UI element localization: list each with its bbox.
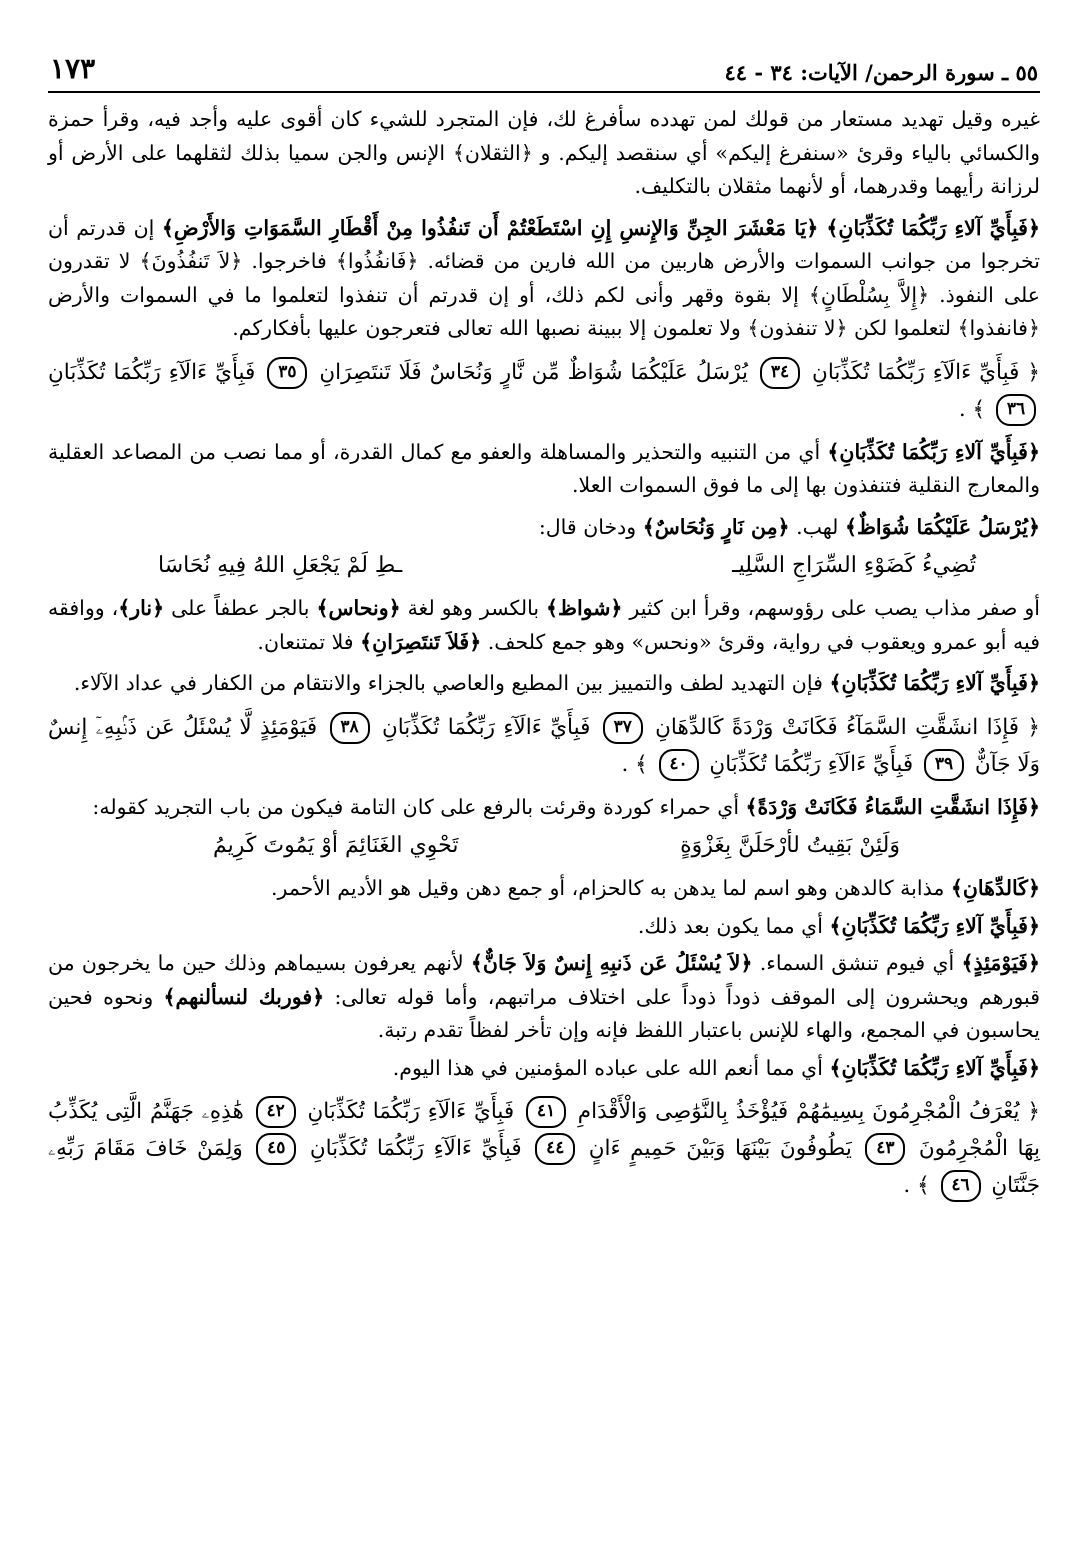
verse-number-36: ٣٦ [996,394,1036,426]
quranic-quote: ﴿ونحاس﴾ [316,596,401,620]
verse-39-text: فَيَوْمَئِذٍ لَّا يُسْئَلُ عَن ذَنۢبِهِۦٓ إِنسٌ وَلَا جَآنٌّ [48,714,1040,777]
verse-open-bracket: ﴿ [1027,359,1040,385]
header-title: ٥٥ ـ سورة الرحمن/ الآيات: ٣٤ - ٤٤ [724,60,1038,85]
verse-number-44: ٤٤ [535,1133,575,1165]
verse-number-40: ٤٠ [659,749,699,781]
verse-close-bracket: ﴾ . [958,396,986,422]
quranic-quote: ﴿شواظ﴾ [546,596,623,620]
verse-number-42: ٤٢ [256,1096,296,1128]
commentary-paragraph-9 [48,910,1040,944]
quranic-quote: ﴿فَلاَ تَنتَصِرَانِ﴾ [360,629,482,654]
commentary-paragraph-11 [48,1052,1040,1086]
commentary-paragraph-3 [48,436,1040,503]
commentary-text: أي من التنبيه والتحذير والمساهلة والعفو مع كمال القدرة، أو مما نصب من المصاعد العقلية والمعارج النقلية فتنفذون بها إلى ما فوق السموات العلا. [48,439,1040,497]
verse-number-46: ٤٦ [941,1170,981,1202]
verse-number-38: ٣٨ [330,712,370,744]
commentary-text: أي حمراء كوردة وقرئت بالرفع على كان التامة فيكون من باب التجريد كقوله: [92,794,746,819]
commentary-paragraph-4 [48,511,1040,545]
commentary-paragraph-6 [48,667,1040,701]
quranic-quote: ﴿فَإِذَا انشَقَّتِ السَّمَاءُ فَكَانَتْ وَرْدَةً﴾ [745,794,1040,819]
poem-verse-2 [213,828,900,864]
verse-open-bracket: ﴿ [1027,1099,1040,1124]
commentary-text: لهب. [789,514,845,539]
poem-hemistich-right: وَلَئِنْ بَقِيتُ لأرْحَلَنَّ بِغَزْوَةٍ [680,833,900,858]
commentary-text: إن قدرتم أن تخرجوا من جوانب السموات والأرض هاربين من الله فارين من قضائه. ﴿فَانفُذُوا﴾ فاخرجوا. ﴿لاَ تَنفُذُونَ﴾ لا تقدرون على النفوذ. ﴿إِلاَّ بِسُلْطَانٍ﴾ إلا بقوة وقهر وأنى لكم ذلك، أو إن قدرتم أن تنفذوا لتعلموا ما في السموات والأرض ﴿فانفذوا﴾ لتعلموا لكن ﴿لا تنفذون﴾ ولا تعلمون إلا ببينة نصبها الله تعالى فتعرجون عليها بأفكاركم. [48,215,1040,340]
commentary-text: أي مما يكون بعد ذلك. [637,913,830,938]
quranic-quote: ﴿لاَ يُسْئَلُ عَن ذَنبِهِ إِنسٌ وَلاَ جَانٌّ﴾ [470,951,753,975]
quranic-quote: ﴿يُرْسَلُ عَلَيْكُمَا شُوَاظٌ﴾ [844,514,1040,539]
commentary-paragraph-1: غيره وقيل تهديد مستعار من قولك لمن تهدده سأفرغ لك، فإن المتجرد للشيء كان أقوى عليه وأجد فيه، وقرأ حمزة والكسائي بالياء وقرئ «سنفرغ إليكم» أي سنقصد إليكم. و ﴿الثقلان﴾ الإنس والجن سميا بذلك لثقلهما على الأرض أو لرزانة رأيهما وقدرهما، أو لأنهما مثقلان بالتكليف. [48,107,1040,198]
verse-44-text: يَطُوفُونَ بَيْنَهَا وَبَيْنَ حَمِيمٍ ءَانٍ [588,1136,852,1161]
commentary-text: ونحوه فحين يحاسبون في المجمع، والهاء للإنس باعتبار اللفظ فإنه وإن تأخر لفظاً تقدم رتبة. [48,984,1040,1042]
verse-40-text: فَبِأَيِّ ءَالَآءِ رَبِّكُمَا تُكَذِّبَانِ [709,751,914,777]
poem-hemistich-left: تَحْوِي الغَنَائِمَ أوْ يَمُوتَ كَرِيمُ [213,833,459,858]
verse-number-34: ٣٤ [760,357,800,389]
commentary-paragraph-10 [48,947,1040,1048]
verse-close-bracket: ﴾ . [903,1173,930,1198]
verse-number-45: ٤٥ [256,1133,296,1165]
verse-45-text: فَبِأَيِّ ءَالَآءِ رَبِّكُمَا تُكَذِّبَانِ [309,1136,522,1161]
verse-number-39: ٣٩ [924,749,964,781]
verse-43-text: هَٰذِهِۦ جَهَنَّمُ الَّتِى يُكَذِّبُ بِهَا الْمُجْرِمُونَ [48,1099,1040,1161]
verse-36-text: فَبِأَيِّ ءَالَآءِ رَبِّكُمَا تُكَذِّبَانِ [48,359,256,385]
commentary-paragraph-8 [48,872,1040,906]
verse-46-text: وَلِمَنْ خَافَ مَقَامَ رَبِّهِۦ جَنَّتَانِ [48,1136,1040,1198]
verse-number-35: ٣٥ [267,357,307,389]
commentary-text: فلا تمتنعان. [257,629,361,654]
verse-number-41: ٤١ [526,1096,566,1128]
commentary-paragraph-7 [48,791,1040,825]
verse-block-34-36 [48,354,1040,428]
verse-38-text: فَبِأَيِّ ءَالَآءِ رَبِّكُمَا تُكَذِّبَانِ [381,714,591,740]
commentary-paragraph-5 [48,592,1040,659]
verse-42-text: فَبِأَيِّ ءَالَآءِ رَبِّكُمَا تُكَذِّبَانِ [307,1099,515,1124]
quranic-quote: ﴿فَبِأَيِّ آلاءِ رَبِّكُمَا تُكَذِّبَانِ﴾ [829,671,1040,695]
commentary-text: لأنهم يعرفون بسيماهم وذلك حين ما يخرجون من قبورهم ويحشرون إلى الموقف ذوداً ذوداً على اختلاف مراتبهم، وأما قوله تعالى: [48,951,1040,1009]
commentary-text: ودخان قال: [538,514,643,539]
quranic-quote: ﴿فَبِأَيِّ آلاءِ رَبِّكُمَا تُكَذِّبَانِ﴾ [827,439,1040,464]
verse-number-43: ٤٣ [865,1133,905,1165]
commentary-text: أو صفر مذاب يصب على رؤوسهم، وقرأ ابن كثير [622,596,1040,620]
commentary-text: ، ووافقه فيه أبو عمرو ويعقوب في رواية، وقرئ «ونحس» وهو جمع كلحف. [48,596,1040,654]
quranic-quote: ﴿نار﴾ [118,596,165,620]
verse-block-37-40 [48,709,1040,783]
verse-37-text: فَإِذَا انشَقَّتِ السَّمَآءُ فَكَانَتْ وَرْدَةً كَالدِّهَانِ [655,714,1020,740]
commentary-text: أي فيوم تنشق السماء. [752,951,962,975]
verse-34-text: فَبِأَيِّ ءَالَآءِ رَبِّكُمَا تُكَذِّبَانِ [812,359,1020,385]
quranic-quote: ﴿مِن نَارٍ وَنُحَاسٌ﴾ [642,514,790,539]
poem-verse-1 [158,548,976,584]
commentary-text: مذابة كالدهن وهو اسم لما يدهن به كالحزام، أو جمع دهن وقيل هو الأديم الأحمر. [271,876,951,900]
poem-hemistich-left: ـطِ لَمْ يَجْعَلِ اللهُ فِيهِ نُحَاسَا [158,553,403,578]
quranic-quote: ﴿فوربك لنسألنهم﴾ [163,984,325,1009]
quranic-quote: ﴿فَبِأَيِّ آلاءِ رَبِّكُمَا تُكَذِّبَانِ﴾ [829,1055,1040,1080]
verse-number-37: ٣٧ [603,712,643,744]
page-number: ١٧٣ [50,52,96,85]
commentary-paragraph-2 [48,212,1040,346]
verse-41-text: يُعْرَفُ الْمُجْرِمُونَ بِسِيمَٰهُمْ فَيُؤْخَذُ بِالنَّوَٰصِى وَالْأَقْدَامِ [577,1099,1020,1124]
quranic-quote: ﴿فَبِأَيِّ آلاءِ رَبِّكُمَا تُكَذِّبَانِ﴾ ﴿يَا مَعْشَرَ الجِنِّ وَالإِنسِ إِنِ اسْتَطَعْتُمْ أَن تَنفُذُوا مِنْ أَقْطَارِ السَّمَوَاتِ وَالأَرْضِ﴾ [161,215,1040,240]
verse-block-41-46 [48,1093,1040,1204]
quranic-quote: ﴿كَالدِّهَانِ﴾ [950,876,1040,900]
commentary-text: أي مما أنعم الله على عباده المؤمنين في هذا اليوم. [392,1055,830,1080]
verse-close-bracket: ﴾ . [621,751,648,777]
verse-open-bracket: ﴿ [1027,714,1041,740]
quranic-quote: ﴿فَبِأَيِّ آلاءِ رَبِّكُمَا تُكَذِّبَانِ﴾ [829,913,1040,938]
poem-hemistich-right: تُضِيءُ كَضَوْءِ السِّرَاجِ السَّلِيـ [732,553,976,578]
commentary-text: بالجر عطفاً على [164,596,317,620]
page-header [48,52,1040,93]
verse-35-text: يُرْسَلُ عَلَيْكُمَا شُوَاظٌ مِّن نَّارٍ وَنُحَاسٌ فَلَا تَنتَصِرَانِ [319,359,748,385]
commentary-text: بالكسر وهو لغة [400,596,546,620]
commentary-text: فإن التهديد لطف والتمييز بين المطيع والعاصي بالجزاء والانتقام من الكفار في عداد الآلاء. [73,671,830,695]
quranic-quote: ﴿فَيَوْمَئِذٍ﴾ [961,951,1040,975]
